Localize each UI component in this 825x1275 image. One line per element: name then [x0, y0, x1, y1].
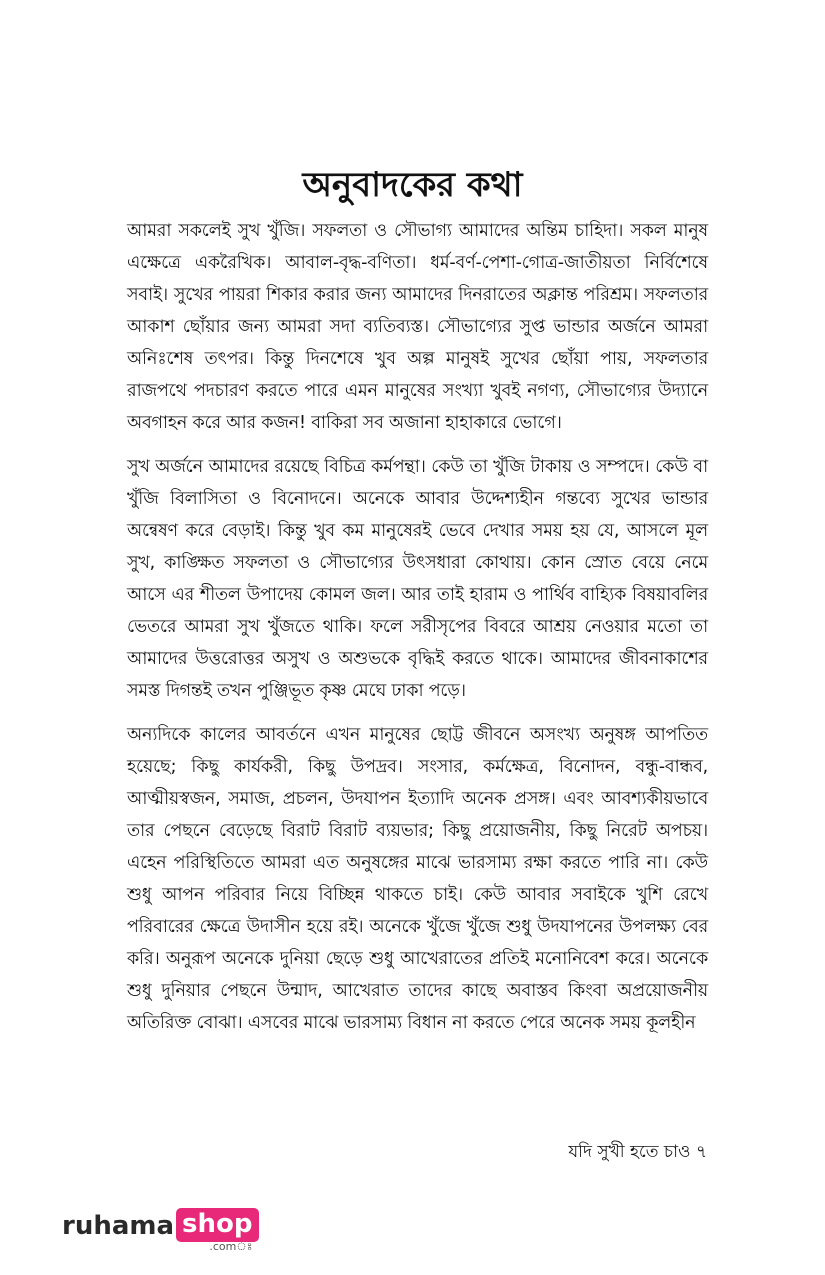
logo-text-ruhama: ruhama	[62, 1211, 175, 1241]
logo-text-shop: shop	[182, 1209, 253, 1239]
paragraph-3: অন্যদিকে কালের আবর্তনে এখন মানুষের ছোট্ট জীবনে অসংখ্য অনুষঙ্গ আপতিত হয়েছে; কিছু কার্যকরী, কিছু উপদ্রব। সংসার, কর্মক্ষেত্র, বিনোদন, বন্ধু-বান্ধব, আত্মীয়স্বজন, সমাজ, প্রচলন, উদযাপন ইত্যাদি অনেক প্রসঙ্গ। এবং আবশ্যকীয়ভাবে তার পেছনে বেড়েছে বিরাট বিরাট ব্যয়ভার; কিছু প্রয়োজনীয়, কিছু নিরেট অপচয়। এহেন পরিস্থিতিতে আমরা এত অনুষঙ্গের মাঝে ভারসাম্য রক্ষা করতে পারি না। কেউ শুধু আপন পরিবার নিয়ে বিচ্ছিন্ন থাকতে চাই। কেউ আবার সবাইকে খুশি রেখে পরিবারের ক্ষেত্রে উদাসীন হয়ে রই। অনেকে খুঁজে খুঁজে শুধু উদযাপনের উপলক্ষ্য বের করি। অনুরূপ অনেকে দুনিয়া ছেড়ে শুধু আখেরাতের প্রতিই মনোনিবেশ করে। অনেকে শুধু দুনিয়ার পেছনে উন্মাদ, আখেরাত তাদের কাছে অবাস্তব কিংবা অপ্রয়োজনীয় অতিরিক্ত বোঝা। এসবের মাঝে ভারসাম্য বিধান না করতে পেরে অনেক সময় কূলহীন	[127, 725, 708, 1033]
page-footer: যদি সুখী হতে চাও ৭	[568, 1142, 707, 1162]
logo-shop-badge	[176, 1208, 258, 1253]
paragraph-2: সুখ অর্জনে আমাদের রয়েছে বিচিত্র কর্মপন্থা। কেউ তা খুঁজি টাকায় ও সম্পদে। কেউ বা খুঁজি বিলাসিতা ও বিনোদনে। অনেকে আবার উদ্দেশ্যহীন গন্তব্যে সুখের ভান্ডার অন্বেষণ করে বেড়াই। কিন্তু খুব কম মানুষেরই ভেবে দেখার সময় হয় যে, আসলে মূল সুখ, কাঙ্ক্ষিত সফলতা ও সৌভাগ্যের উৎসধারা কোথায়। কোন স্রোত বেয়ে নেমে আসে এর শীতল উপাদেয় কোমল জল। আর তাই হারাম ও পার্থিব বাহ্যিক বিষয়াবলির ভেতরে আমরা সুখ খুঁজতে থাকি। ফলে সরীসৃপের বিবরে আশ্রয় নেওয়ার মতো তা আমাদের উত্তরোত্তর অসুখ ও অশুভকে বৃদ্ধিই করতে থাকে। আমাদের জীবনাকাশের সমস্ত দিগন্তই তখন পুঞ্জিভূত কৃষ্ণ মেঘে ঢাকা পড়ে।	[127, 457, 708, 701]
page-title: অনুবাদকের কথা	[302, 165, 523, 205]
body-text	[127, 215, 708, 1051]
logo-domain: .comঃ	[209, 1240, 253, 1253]
ruhamashop-logo	[62, 1208, 259, 1253]
paragraph-1: আমরা সকলেই সুখ খুঁজি। সফলতা ও সৌভাগ্য আমাদের অন্তিম চাহিদা। সকল মানুষ এক্ষেত্রে একরৈখিক। আবাল-বৃদ্ধ-বণিতা। ধর্ম-বর্ণ-পেশা-গোত্র-জাতীয়তা নির্বিশেষে সবাই। সুখের পায়রা শিকার করার জন্য আমাদের দিনরাতের অক্লান্ত পরিশ্রম। সফলতার আকাশ ছোঁয়ার জন্য আমরা সদা ব্যতিব্যস্ত। সৌভাগ্যের সুপ্ত ভান্ডার অর্জনে আমরা অনিঃশেষ তৎপর। কিন্তু দিনশেষে খুব অল্প মানুষই সুখের ছোঁয়া পায়, সফলতার রাজপথে পদচারণ করতে পারে এমন মানুষের সংখ্যা খুবই নগণ্য, সৌভাগ্যের উদ্যানে অবগাহন করে আর কজন! বাকিরা সব অজানা হাহাকারে ভোগে।	[127, 221, 708, 433]
